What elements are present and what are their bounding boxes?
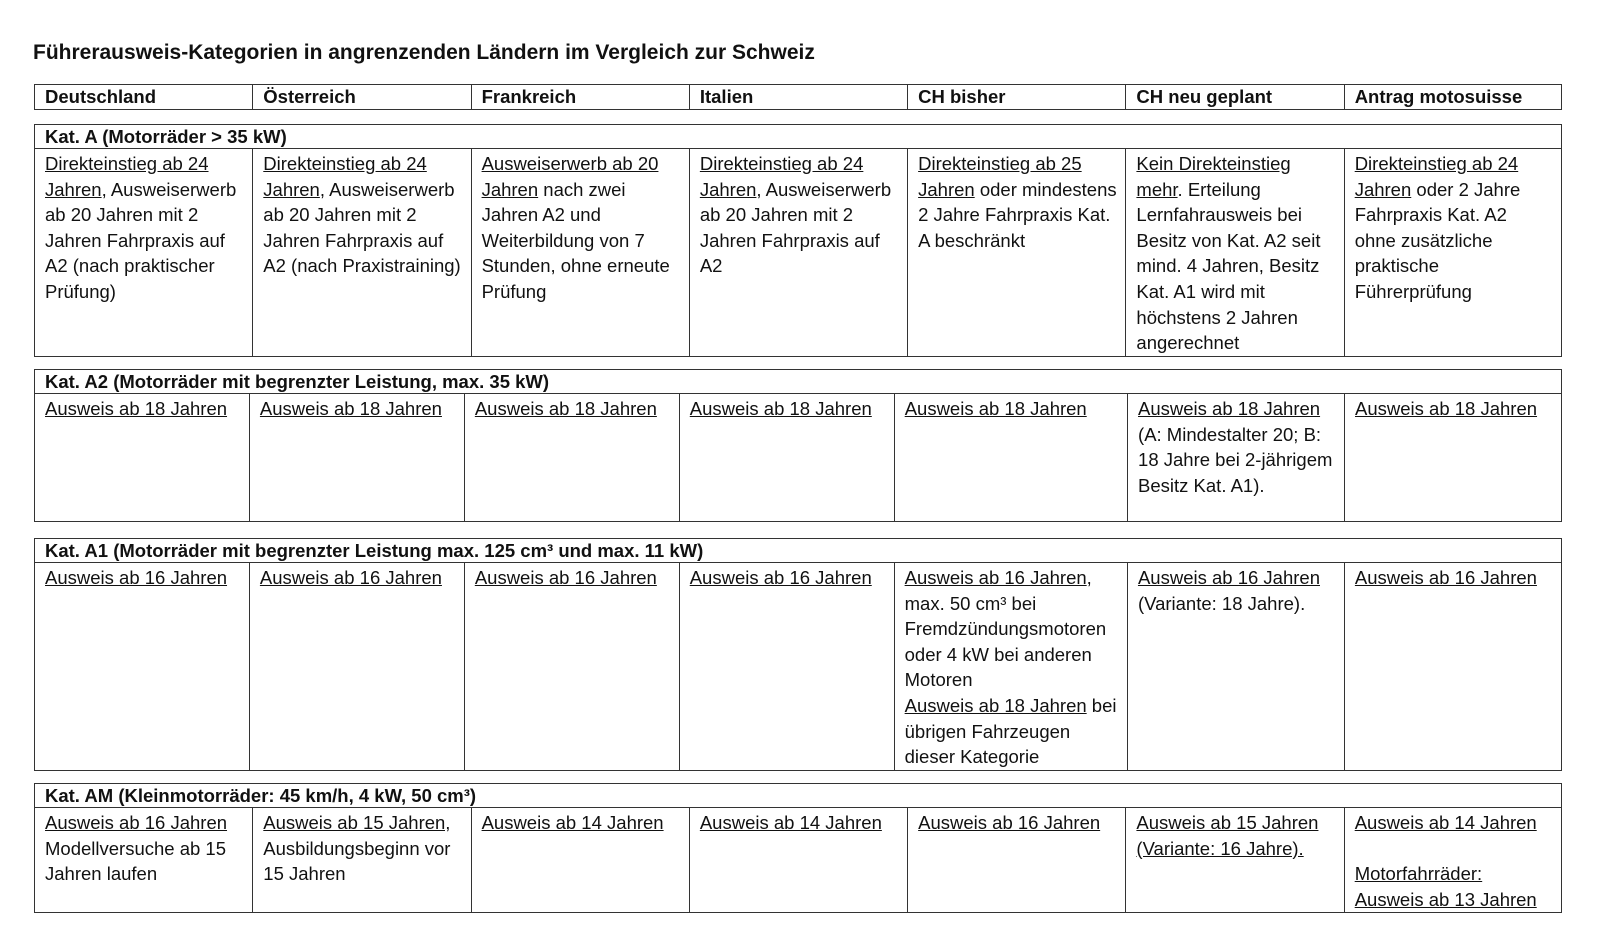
table-cell [1128, 394, 1345, 522]
cell-text: (A: Mindestalter 20; B: 18 Jahre bei 2-jährigem Besitz Kat. A1). [1138, 423, 1333, 496]
column-header-italien: Italien [689, 85, 907, 110]
cell-underlined-text: Ausweis ab 18 Jahren [904, 694, 1087, 716]
table-cell [464, 563, 679, 771]
table-cell [1127, 563, 1344, 771]
cell-underlined-text: Ausweis ab 14 Jahren [1354, 812, 1537, 833]
column-header-ch-neu-geplant: CH neu geplant [1126, 85, 1344, 110]
cell-text: Ausbildungsbeginn vor 15 Jahren [263, 837, 451, 885]
cell-underlined-text: Ausweis ab 16 Jahren [474, 567, 657, 588]
table-cell [689, 808, 907, 913]
cell-text: , Ausweiserwerb ab 20 Jahren mit 2 Jahren Fahrpraxis auf A2 (nach Praxistraining) [263, 178, 461, 277]
cell-underlined-text: Ausweis ab 16 Jahren [689, 567, 872, 588]
table-cell [249, 394, 464, 522]
cell-underlined-text: Ausweis ab 16 Jahren [259, 567, 442, 588]
section-table-kat-a [34, 124, 1562, 357]
cell-underlined-text: Ausweis ab 18 Jahren [689, 398, 872, 419]
section-table-kat-a1 [34, 538, 1562, 771]
cell-underlined-text: Ausweiserwerb ab 20 Jahren [481, 153, 659, 200]
table-cell [1126, 149, 1344, 357]
cell-underlined-text: Direkteinstieg ab 24 Jahren [1354, 153, 1519, 200]
table-cell [35, 808, 253, 913]
section-heading-kat-am: Kat. AM (Kleinmotorräder: 45 km/h, 4 kW, 50 cm³) [35, 784, 1562, 808]
table-row [35, 808, 1562, 913]
table-cell [679, 563, 894, 771]
table-cell [1344, 149, 1561, 357]
cell-underlined-text: Ausweis ab 14 Jahren [481, 812, 664, 833]
cell-text: nach zwei Jahren A2 und Weiterbildung von 7 Stunden, ohne erneute Prüfung [481, 178, 670, 302]
table-cell [471, 149, 689, 357]
cell-underlined-text: Ausweis ab 18 Jahren [1138, 398, 1321, 419]
table-cell [908, 149, 1126, 357]
page-title: Führerausweis-Kategorien in angrenzenden Ländern im Vergleich zur Schweiz [33, 41, 815, 64]
table-cell [894, 394, 1127, 522]
cell-text: , max. 50 cm³ bei Fremdzündungsmotoren oder 4 kW bei anderen Motoren [904, 567, 1107, 691]
cell-text: Modellversuche ab 15 Jahren laufen [45, 837, 226, 885]
cell-underlined-text: Direkteinstieg ab 25 Jahren [918, 153, 1082, 200]
table-cell [35, 149, 253, 357]
section-heading-kat-a: Kat. A (Motorräder > 35 kW) [35, 125, 1562, 149]
cell-underlined-text: Ausweis ab 15 Jahren, [263, 812, 451, 833]
table-cell [908, 808, 1126, 913]
cell-underlined-text: Ausweis ab 14 Jahren [699, 812, 882, 833]
table-cell [253, 808, 471, 913]
cell-underlined-text: Ausweis ab 18 Jahren [1355, 398, 1538, 419]
cell-underlined-text: Ausweis ab 16 Jahren [904, 567, 1087, 588]
column-header-deutschland: Deutschland [35, 85, 253, 110]
cell-underlined-text: Ausweis ab 16 Jahren [1354, 567, 1537, 588]
table-cell [35, 563, 250, 771]
table-cell [35, 394, 250, 522]
section-heading-kat-a1: Kat. A1 (Motorräder mit begrenzter Leistung max. 125 cm³ und max. 11 kW) [35, 539, 1562, 563]
table-cell [679, 394, 894, 522]
column-header-oesterreich: Österreich [253, 85, 471, 110]
column-header-antrag-motosuisse: Antrag motosuisse [1344, 85, 1561, 110]
cell-text: oder mindestens 2 Jahre Fahrpraxis Kat. A beschränkt [918, 178, 1117, 251]
cell-underlined-text: Direkteinstieg ab 24 Jahren [263, 153, 427, 200]
cell-underlined-text: Ausweis ab 16 Jahren [1137, 567, 1320, 588]
cell-underlined-text: Ausweis ab 16 Jahren [918, 812, 1101, 833]
table-cell [1126, 808, 1344, 913]
cell-text: bei übrigen Fahrzeugen dieser Kategorie [904, 694, 1117, 768]
cell-underlined-text: Ausweis ab 18 Jahren [474, 398, 657, 419]
table-cell [249, 563, 464, 771]
cell-text: , Ausweiserwerb ab 20 Jahren mit 2 Jahren Fahrpraxis auf A2 (nach praktischer Prüfung) [45, 178, 237, 302]
column-header-ch-bisher: CH bisher [908, 85, 1126, 110]
column-header-frankreich: Frankreich [471, 85, 689, 110]
cell-text: . Erteilung Lernfahrausweis bei Besitz von Kat. A2 seit mind. 4 Jahren, Besitz Kat. A1 wird mit höchstens 2 Jahren angerechnet [1136, 178, 1321, 354]
table-cell [1344, 808, 1561, 913]
spacer [1355, 836, 1553, 862]
table-cell [464, 394, 679, 522]
cell-underlined-text: Kein Direkteinstieg mehr [1136, 153, 1291, 200]
cell-underlined-text: Motorfahrräder: Ausweis ab 13 Jahren [1354, 863, 1537, 910]
table-row [35, 563, 1562, 771]
table-cell [1345, 394, 1562, 522]
table-row [35, 149, 1562, 357]
section-table-kat-am [34, 783, 1562, 913]
cell-underlined-text: Ausweis ab 16 Jahren [45, 567, 228, 588]
table-cell [471, 808, 689, 913]
cell-underlined-text: Ausweis ab 18 Jahren [259, 398, 442, 419]
cell-underlined-text: Direkteinstieg ab 24 Jahren [45, 153, 209, 200]
section-heading-kat-a2: Kat. A2 (Motorräder mit begrenzter Leistung, max. 35 kW) [35, 370, 1562, 394]
cell-text: , Ausweiserwerb ab 20 Jahren mit 2 Jahren Fahrpraxis auf A2 [699, 178, 892, 277]
table-cell [689, 149, 907, 357]
table-cell [253, 149, 471, 357]
cell-underlined-text: Ausweis ab 18 Jahren [904, 398, 1087, 419]
cell-text: oder 2 Jahre Fahrpraxis Kat. A2 ohne zusätzliche praktische Führerprüfung [1354, 178, 1521, 302]
cell-underlined-text: Ausweis ab 15 Jahren (Variante: 16 Jahre). [1136, 812, 1319, 859]
table-cell [1344, 563, 1561, 771]
cell-underlined-text: Direkteinstieg ab 24 Jahren [699, 153, 864, 200]
cell-text: (Variante: 18 Jahre). [1137, 592, 1306, 614]
section-table-kat-a2 [34, 369, 1562, 522]
column-header-table [34, 84, 1562, 110]
table-row [35, 394, 1562, 522]
cell-underlined-text: Ausweis ab 18 Jahren [45, 398, 228, 419]
cell-underlined-text: Ausweis ab 16 Jahren [45, 812, 228, 833]
table-cell [894, 563, 1127, 771]
